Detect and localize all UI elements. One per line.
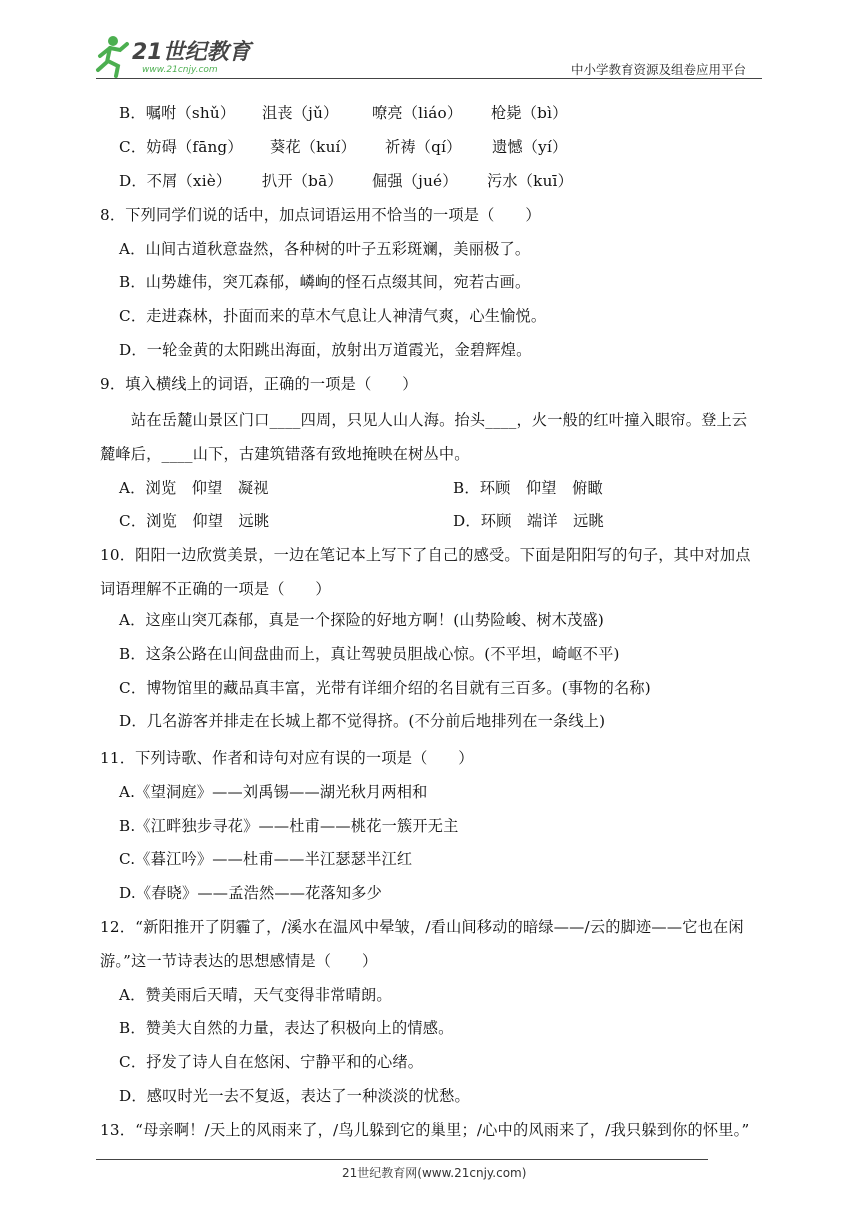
footer-site-text: 21世纪教育网(www.21cnjy.com) bbox=[342, 1166, 527, 1180]
q7-d-word-1: D．不屑（xiè） bbox=[119, 172, 232, 190]
svg-text:21世纪教育: 21世纪教育 bbox=[132, 40, 251, 65]
q12-option-a: A．赞美雨后天晴，天气变得非常晴朗。 bbox=[119, 986, 392, 1004]
q9-option-a: A．浏览 仰望 凝视 bbox=[119, 479, 269, 497]
header-divider bbox=[96, 78, 762, 79]
q13-stem: 13．“母亲啊！/天上的风雨来了，/鸟儿躲到它的巢里；/心中的风雨来了，/我只躲到你的怀里。” bbox=[100, 1121, 750, 1139]
q12-stem-line-2: 游。”这一节诗表达的思想感情是（ ） bbox=[100, 952, 378, 970]
q9-stem: 9．填入横线上的词语，正确的一项是（ ） bbox=[100, 375, 418, 393]
q7-option-b-row bbox=[119, 103, 759, 123]
q12-option-d: D．感叹时光一去不复返，表达了一种淡淡的忧愁。 bbox=[119, 1087, 470, 1105]
q10-stem-line-2: 词语理解不正确的一项是（ ） bbox=[100, 580, 331, 598]
q7-option-d-row bbox=[119, 171, 759, 191]
q12-option-b: B．赞美大自然的力量，表达了积极向上的情感。 bbox=[119, 1019, 454, 1037]
q7-c-word-2: 葵花（kuí） bbox=[270, 138, 356, 156]
footer-divider bbox=[96, 1159, 708, 1160]
q12-stem-line-1: 12．“新阳推开了阴霾了，/溪水在温风中晕皱，/看山间移动的暗绿——/云的脚迹——它也在闲 bbox=[100, 918, 744, 936]
q9-passage-line-2: 麓峰后，____山下，古建筑错落有致地掩映在树丛中。 bbox=[100, 445, 470, 463]
q7-b-word-1: B．嘱咐（shǔ） bbox=[119, 104, 236, 122]
q10-option-d: D．几名游客并排走在长城上都不觉得挤。(不分前后地排列在一条线上) bbox=[119, 712, 606, 730]
q11-option-c: C.《暮江吟》——杜甫——半江瑟瑟半江红 bbox=[119, 850, 413, 868]
q8-option-b: B．山势雄伟，突兀森郁，嶙峋的怪石点缀其间，宛若古画。 bbox=[119, 273, 531, 291]
q8-option-c: C．走进森林，扑面而来的草木气息让人神清气爽，心生愉悦。 bbox=[119, 307, 547, 325]
q7-d-word-4: 污水（kuī） bbox=[487, 172, 573, 190]
q7-c-word-1: C．妨碍（fāng） bbox=[119, 138, 243, 156]
q7-b-word-4: 枪毙（bì） bbox=[491, 104, 568, 122]
q10-option-c: C．博物馆里的藏品真丰富，光带有详细介绍的名目就有三百多。(事物的名称) bbox=[119, 679, 651, 697]
q11-option-d: D.《春晓》——孟浩然——花落知多少 bbox=[119, 884, 383, 902]
runner-icon bbox=[98, 36, 127, 76]
q7-d-word-2: 扒开（bā） bbox=[262, 172, 343, 190]
q9-option-d: D．环顾 端详 远眺 bbox=[453, 512, 604, 530]
site-logo bbox=[94, 34, 262, 78]
header-platform-text: 中小学教育资源及组卷应用平台 bbox=[571, 62, 747, 77]
q7-b-word-2: 沮丧（jǔ） bbox=[262, 104, 339, 122]
q11-stem: 11．下列诗歌、作者和诗句对应有误的一项是（ ） bbox=[100, 749, 474, 767]
q10-option-b: B．这条公路在山间盘曲而上，真让驾驶员胆战心惊。(不平坦，崎岖不平) bbox=[119, 645, 620, 663]
q7-c-word-4: 遗憾（yí） bbox=[492, 138, 568, 156]
q8-option-a: A．山间古道秋意盎然，各种树的叶子五彩斑斓，美丽极了。 bbox=[119, 240, 531, 258]
svg-text:www.21cnjy.com: www.21cnjy.com bbox=[142, 65, 218, 75]
q12-option-c: C．抒发了诗人自在悠闲、宁静平和的心绪。 bbox=[119, 1053, 424, 1071]
q7-d-word-3: 倔强（jué） bbox=[372, 172, 458, 190]
q9-passage-line-1: 站在岳麓山景区门口____四周，只见人山人海。抬头____，火一般的红叶撞入眼帘。登上云 bbox=[131, 411, 748, 429]
q8-option-d: D．一轮金黄的太阳跳出海面，放射出万道霞光，金碧辉煌。 bbox=[119, 341, 532, 359]
q10-option-a: A．这座山突兀森郁，真是一个探险的好地方啊！(山势险峻、树木茂盛) bbox=[119, 611, 605, 629]
q9-option-b: B．环顾 仰望 俯瞰 bbox=[453, 479, 603, 497]
q10-stem-line-1: 10．阳阳一边欣赏美景，一边在笔记本上写下了自己的感受。下面是阳阳写的句子，其中对加点 bbox=[100, 546, 751, 564]
q11-option-b: B.《江畔独步寻花》——杜甫——桃花一簇开无主 bbox=[119, 817, 459, 835]
q7-b-word-3: 嘹亮（liáo） bbox=[372, 104, 463, 122]
q11-option-a: A.《望洞庭》——刘禹锡——湖光秋月两相和 bbox=[119, 783, 428, 801]
q9-option-c: C．浏览 仰望 远眺 bbox=[119, 512, 270, 530]
q7-option-c-row bbox=[119, 137, 759, 157]
q7-c-word-3: 祈祷（qí） bbox=[385, 138, 462, 156]
q8-stem: 8．下列同学们说的话中，加点词语运用不恰当的一项是（ ） bbox=[100, 206, 541, 224]
